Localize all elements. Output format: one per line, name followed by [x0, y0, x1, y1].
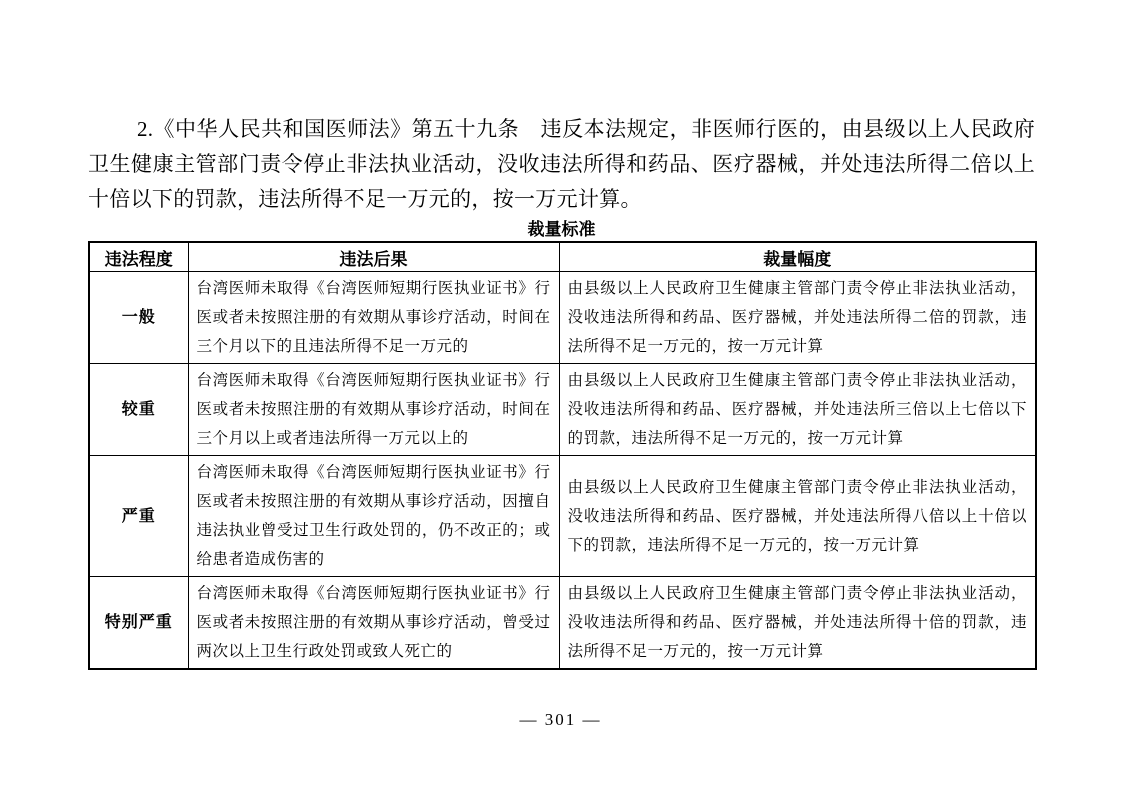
violation-consequence-cell: 台湾医师未取得《台湾医师短期行医执业证书》行医或者未按照注册的有效期从事诊疗活动，时间在三个月以下的且违法所得不足一万元的 [188, 272, 559, 364]
violation-consequence-cell: 台湾医师未取得《台湾医师短期行医执业证书》行医或者未按照注册的有效期从事诊疗活动，曾受过两次以上卫生行政处罚或致人死亡的 [188, 577, 559, 670]
header-discretion-range: 裁量幅度 [559, 242, 1036, 272]
violation-level-cell: 较重 [89, 364, 188, 456]
table-row [89, 364, 1036, 456]
discretion-range-cell: 由县级以上人民政府卫生健康主管部门责令停止非法执业活动，没收违法所得和药品、医疗器械，并处违法所三倍以上七倍以下的罚款，违法所得不足一万元的，按一万元计算 [559, 364, 1036, 456]
violation-level-cell: 特别严重 [89, 577, 188, 670]
page-number: — 301 — [519, 710, 602, 729]
page-content [88, 0, 1035, 670]
statute-paragraph: 2.《中华人民共和国医师法》第五十九条 违反本法规定，非医师行医的，由县级以上人民政府卫生健康主管部门责令停止非法执业活动，没收违法所得和药品、医疗器械，并处违法所得二倍以上十倍以下的罚款，违法所得不足一万元的，按一万元计算。 [88, 117, 1035, 211]
table-row [89, 272, 1036, 364]
discretion-range-cell: 由县级以上人民政府卫生健康主管部门责令停止非法执业活动，没收违法所得和药品、医疗器械，并处违法所得二倍的罚款，违法所得不足一万元的，按一万元计算 [559, 272, 1036, 364]
discretion-range-cell: 由县级以上人民政府卫生健康主管部门责令停止非法执业活动，没收违法所得和药品、医疗器械，并处违法所得八倍以上十倍以下的罚款，违法所得不足一万元的，按一万元计算 [559, 456, 1036, 577]
discretion-range-cell: 由县级以上人民政府卫生健康主管部门责令停止非法执业活动，没收违法所得和药品、医疗器械，并处违法所得十倍的罚款，违法所得不足一万元的，按一万元计算 [559, 577, 1036, 670]
table-row [89, 577, 1036, 670]
violation-level-cell: 严重 [89, 456, 188, 577]
table-header-row [89, 242, 1036, 272]
header-violation-level: 违法程度 [89, 242, 188, 272]
discretion-standards-table [88, 241, 1037, 670]
header-violation-consequence: 违法后果 [188, 242, 559, 272]
violation-consequence-cell: 台湾医师未取得《台湾医师短期行医执业证书》行医或者未按照注册的有效期从事诊疗活动，因擅自违法执业曾受过卫生行政处罚的，仍不改正的；或给患者造成伤害的 [188, 456, 559, 577]
table-title: 裁量标准 [527, 220, 596, 239]
table-row [89, 456, 1036, 577]
violation-level-cell: 一般 [89, 272, 188, 364]
violation-consequence-cell: 台湾医师未取得《台湾医师短期行医执业证书》行医或者未按照注册的有效期从事诊疗活动，时间在三个月以上或者违法所得一万元以上的 [188, 364, 559, 456]
